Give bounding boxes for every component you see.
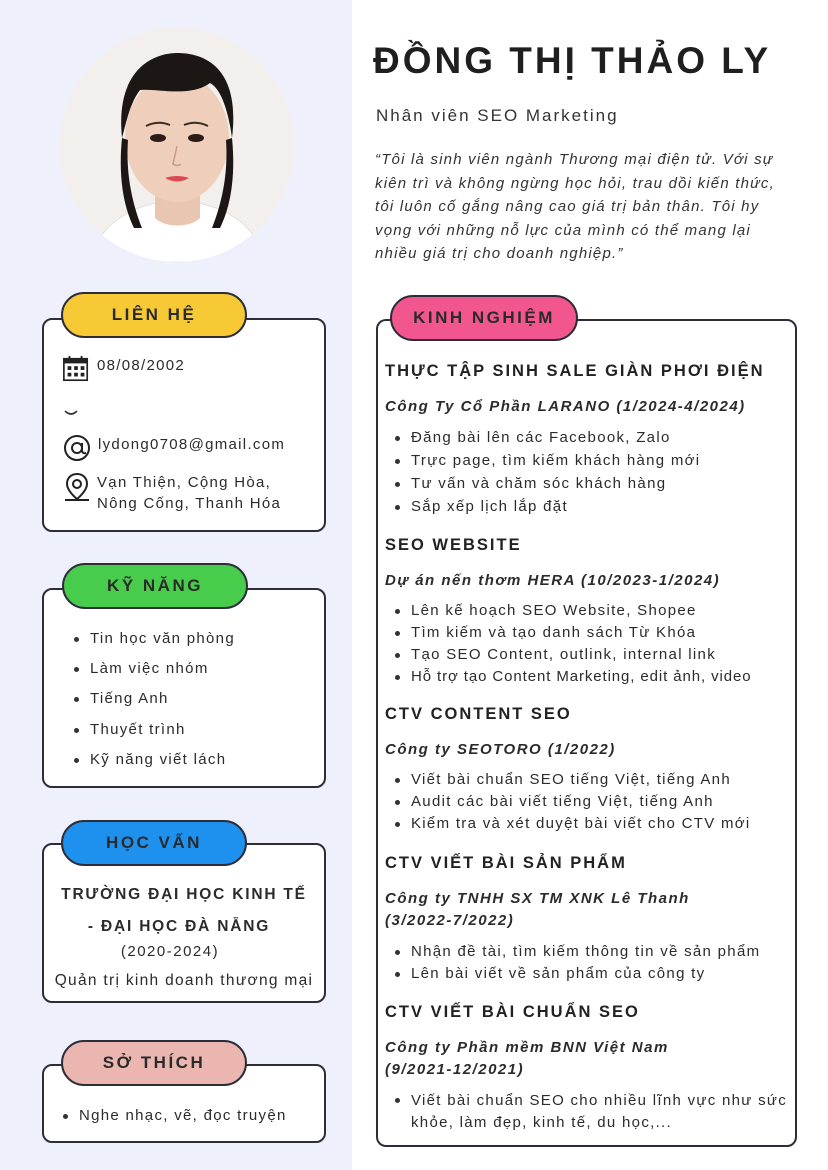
experience-title: CTV VIẾT BÀI SẢN PHẨM xyxy=(385,854,627,872)
address-line-1: Vạn Thiện, Cộng Hòa, xyxy=(97,474,272,491)
study-years: (2020-2024) xyxy=(120,943,220,960)
list-item: Tìm kiếm và tạo danh sách Từ Khóa xyxy=(393,623,752,645)
experience-title: SEO WEBSITE xyxy=(385,536,522,554)
experience-company: Công ty TNHH SX TM XNK Lê Thanh (3/2022-7/2022) xyxy=(385,890,690,929)
birthday-text: 08/08/2002 xyxy=(97,357,186,374)
experience-tasks xyxy=(393,428,700,520)
education-heading: HỌC VẤN xyxy=(61,820,247,866)
list-item: Làm việc nhóm xyxy=(72,659,235,689)
profile-photo xyxy=(60,28,294,262)
candidate-name: ĐỒNG THỊ THẢO LY xyxy=(373,40,772,81)
experience-company: Dự án nến thơm HERA (10/2023-1/2024) xyxy=(385,572,721,589)
experience-company: Công Ty Cổ Phần LARANO (1/2024-4/2024) xyxy=(385,398,746,415)
list-item: Nhận đề tài, tìm kiếm thông tin về sản phẩm xyxy=(393,942,760,964)
school-name-line-1: TRƯỜNG ĐẠI HỌC KINH TẾ xyxy=(61,886,307,903)
list-item: Tư vấn và chăm sóc khách hàng xyxy=(393,474,700,497)
list-item: Kỹ năng viết lách xyxy=(72,750,235,780)
list-item: Viết bài chuẩn SEO tiếng Việt, tiếng Anh xyxy=(393,770,751,792)
list-item: Lên bài viết về sản phẩm của công ty xyxy=(393,964,760,986)
experience-company: Công ty Phần mềm BNN Việt Nam (9/2021-12/2021) xyxy=(385,1039,669,1078)
hobbies-list xyxy=(61,1106,287,1126)
list-item: Sắp xếp lịch lắp đặt xyxy=(393,497,700,520)
list-item: Tạo SEO Content, outlink, internal link xyxy=(393,645,752,667)
experience-tasks xyxy=(393,942,760,986)
major: Quản trị kinh doanh thương mại xyxy=(54,972,314,989)
contact-heading: LIÊN HỆ xyxy=(61,292,247,338)
phone-icon xyxy=(64,404,78,412)
experience-company: Công ty SEOTORO (1/2022) xyxy=(385,741,616,758)
address-line-2: Nông Cống, Thanh Hóa xyxy=(97,495,282,512)
list-item: Tiếng Anh xyxy=(72,689,235,719)
list-item: Đăng bài lên các Facebook, Zalo xyxy=(393,428,700,451)
email-text[interactable]: lydong0708@gmail.com xyxy=(98,436,286,453)
list-item: Hỗ trợ tạo Content Marketing, edit ảnh, video xyxy=(393,667,752,689)
experience-heading: KINH NGHIỆM xyxy=(390,295,578,341)
hobbies-heading: SỞ THÍCH xyxy=(61,1040,247,1086)
address-row xyxy=(62,472,281,514)
list-item: Viết bài chuẩn SEO cho nhiều lĩnh vực như sức khỏe, làm đẹp, kinh tế, du học,... xyxy=(393,1090,789,1134)
experience-tasks xyxy=(393,1090,789,1134)
experience-tasks xyxy=(393,601,752,689)
experience-title: CTV CONTENT SEO xyxy=(385,705,572,723)
experience-title: THỰC TẬP SINH SALE GIÀN PHƠI ĐIỆN xyxy=(385,362,765,380)
calendar-icon xyxy=(62,355,90,383)
experience-tasks xyxy=(393,770,751,836)
location-pin-icon xyxy=(62,472,92,502)
at-sign-icon xyxy=(62,433,92,463)
list-item: Audit các bài viết tiếng Việt, tiếng Anh xyxy=(393,792,751,814)
school-name-line-2: - ĐẠI HỌC ĐÀ NẴNG xyxy=(87,918,271,935)
skills-list xyxy=(72,629,235,780)
email-row[interactable] xyxy=(62,433,285,463)
list-item: Lên kế hoạch SEO Website, Shopee xyxy=(393,601,752,623)
experience-title: CTV VIẾT BÀI CHUẨN SEO xyxy=(385,1003,640,1021)
career-objective: “Tôi là sinh viên ngành Thương mại điện tử. Với sự kiên trì và không ngừng học hỏi, trau dồi kiến thức, tôi luôn cố gắng nâng cao giá trị bản thân. Tôi hy vọng với những nỗ lực của mình có thể mang lại nhiều giá trị cho doanh nghiệp.” xyxy=(375,151,775,262)
list-item: Kiểm tra và xét duyệt bài viết cho CTV mới xyxy=(393,814,751,836)
list-item: Trực page, tìm kiếm khách hàng mới xyxy=(393,451,700,474)
list-item: Tin học văn phòng xyxy=(72,629,235,659)
list-item: Thuyết trình xyxy=(72,720,235,750)
skills-heading: KỸ NĂNG xyxy=(62,563,248,609)
list-item: Nghe nhạc, vẽ, đọc truyện xyxy=(61,1106,287,1126)
birthday-row xyxy=(62,355,185,383)
job-title: Nhân viên SEO Marketing xyxy=(376,106,619,125)
